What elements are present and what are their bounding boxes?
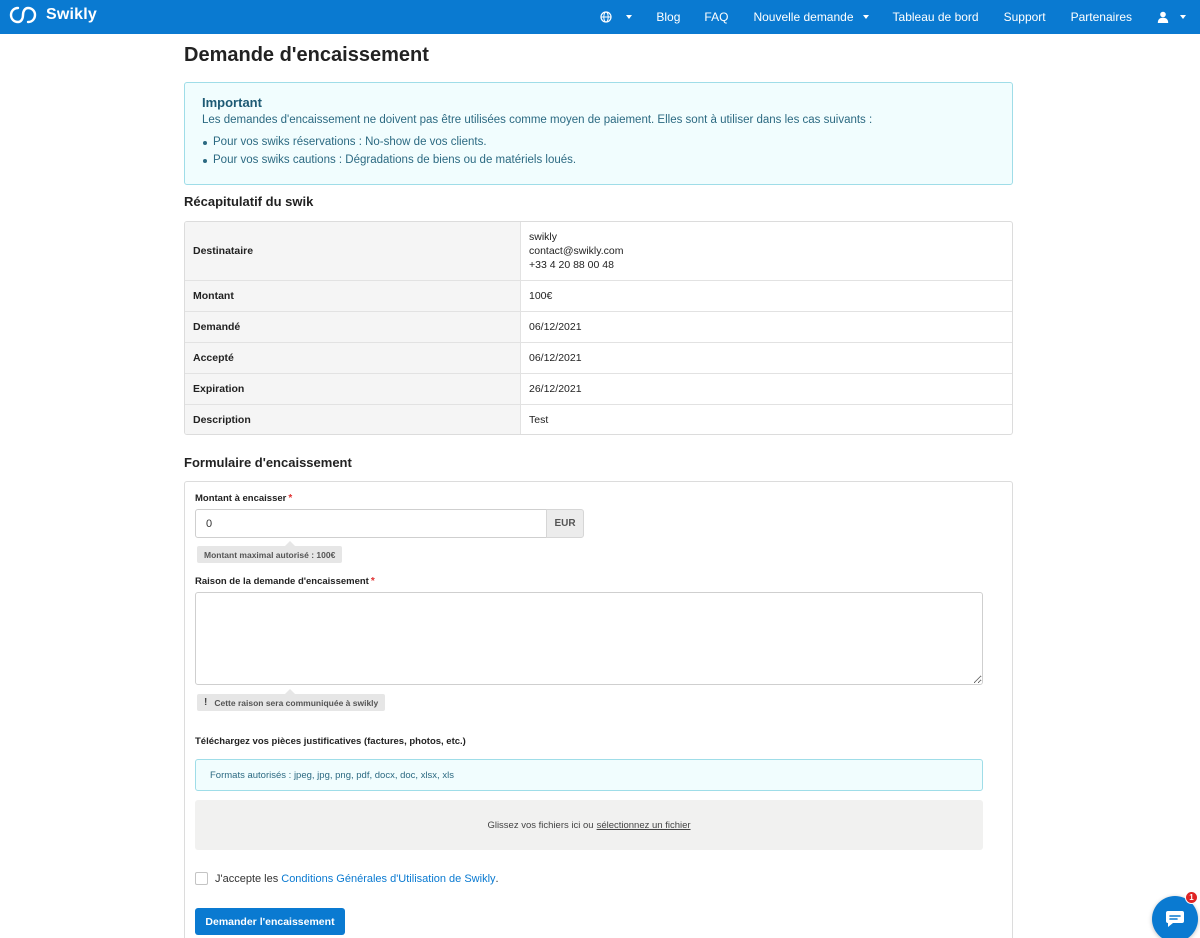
amount-field-label	[195, 493, 292, 504]
dropzone-text: Glissez vos fichiers ici ou	[487, 819, 594, 831]
reason-field-label	[195, 576, 375, 587]
amount-input[interactable]	[195, 509, 547, 538]
formats-info: Formats autorisés : jpeg, jpg, png, pdf, docx, doc, xlsx, xls	[195, 759, 983, 791]
form-section-title: Formulaire d'encaissement	[184, 455, 352, 470]
amount-value: 100€	[529, 290, 553, 302]
brand-name: Swikly	[46, 6, 98, 23]
alert-title: Important	[202, 95, 262, 110]
description-label: Description	[185, 405, 521, 434]
cashout-form	[184, 481, 1013, 938]
reason-field-label-text: Raison de la demande d'encaissement	[195, 576, 369, 587]
table-row	[185, 342, 1012, 373]
top-navbar	[0, 0, 1200, 34]
required-marker: *	[370, 576, 375, 587]
accepted-value: 06/12/2021	[529, 352, 582, 364]
recipient-label: Destinataire	[185, 222, 521, 280]
alert-list-item: Pour vos swiks cautions : Dégradations de biens ou de matériels loués.	[202, 154, 995, 166]
upload-label: Téléchargez vos pièces justificatives (factures, photos, etc.)	[195, 736, 466, 747]
terms-row	[195, 872, 499, 885]
alert-list	[202, 136, 995, 166]
nav-new-request-label: Nouvelle demande	[753, 10, 854, 24]
terms-link[interactable]: Conditions Générales d'Utilisation de Swikly	[281, 872, 496, 885]
table-row	[185, 311, 1012, 342]
recap-section-title: Récapitulatif du swik	[184, 194, 314, 209]
expiration-label: Expiration	[185, 374, 521, 404]
reason-textarea[interactable]	[195, 592, 983, 685]
terms-prefix: J'accepte les	[215, 872, 279, 885]
table-row	[185, 280, 1012, 311]
amount-field-label-text: Montant à encaisser	[195, 493, 287, 504]
recipient-value	[521, 222, 1012, 280]
nav-support[interactable]: Support	[1003, 10, 1046, 24]
terms-checkbox[interactable]	[195, 872, 208, 885]
page-title: Demande d'encaissement	[184, 44, 429, 66]
user-icon	[1157, 11, 1169, 23]
terms-suffix: .	[495, 872, 499, 885]
requested-value: 06/12/2021	[529, 321, 582, 333]
reason-hint-text: Cette raison sera communiquée à swikly	[214, 697, 379, 708]
globe-icon	[600, 11, 612, 23]
nav-blog[interactable]: Blog	[656, 10, 681, 24]
account-dropdown[interactable]	[1157, 0, 1186, 34]
select-file-link[interactable]: sélectionnez un fichier	[596, 819, 691, 831]
currency-addon: EUR	[546, 509, 584, 538]
alert-text: Les demandes d'encaissement ne doivent pas être utilisées comme moyen de paiement. Elles sont à utiliser dans les cas suivants :	[202, 114, 873, 126]
amount-label: Montant	[185, 281, 521, 311]
exclamation-icon: !	[204, 697, 208, 708]
recipient-email: contact@swikly.com	[529, 245, 624, 257]
file-dropzone[interactable]	[195, 800, 983, 850]
important-alert	[184, 82, 1013, 185]
table-row	[185, 222, 1012, 280]
table-row	[185, 404, 1012, 434]
chevron-down-icon	[863, 15, 869, 19]
alert-list-item: Pour vos swiks réservations : No-show de vos clients.	[202, 136, 995, 148]
nav-new-request[interactable]	[753, 0, 868, 34]
recap-table	[184, 221, 1013, 435]
nav-partners[interactable]: Partenaires	[1070, 10, 1132, 24]
amount-hint: Montant maximal autorisé : 100€	[197, 546, 342, 563]
swikly-logo-icon	[9, 4, 37, 26]
chevron-down-icon	[626, 15, 632, 19]
brand-logo[interactable]	[9, 4, 97, 26]
accepted-label: Accepté	[185, 343, 521, 373]
submit-cashout-button[interactable]: Demander l'encaissement	[195, 908, 345, 935]
recipient-phone: +33 4 20 88 00 48	[529, 259, 614, 271]
recipient-name: swikly	[529, 231, 557, 243]
language-dropdown[interactable]	[600, 0, 632, 34]
required-marker: *	[288, 493, 293, 504]
chat-notification-badge: 1	[1185, 891, 1198, 904]
nav-faq[interactable]: FAQ	[704, 10, 729, 24]
reason-hint	[197, 694, 385, 711]
expiration-value: 26/12/2021	[529, 383, 582, 395]
description-value: Test	[529, 413, 549, 426]
nav-dashboard[interactable]: Tableau de bord	[892, 10, 979, 24]
chat-icon	[1165, 910, 1185, 928]
requested-label: Demandé	[185, 312, 521, 342]
table-row	[185, 373, 1012, 404]
chevron-down-icon	[1180, 15, 1186, 19]
